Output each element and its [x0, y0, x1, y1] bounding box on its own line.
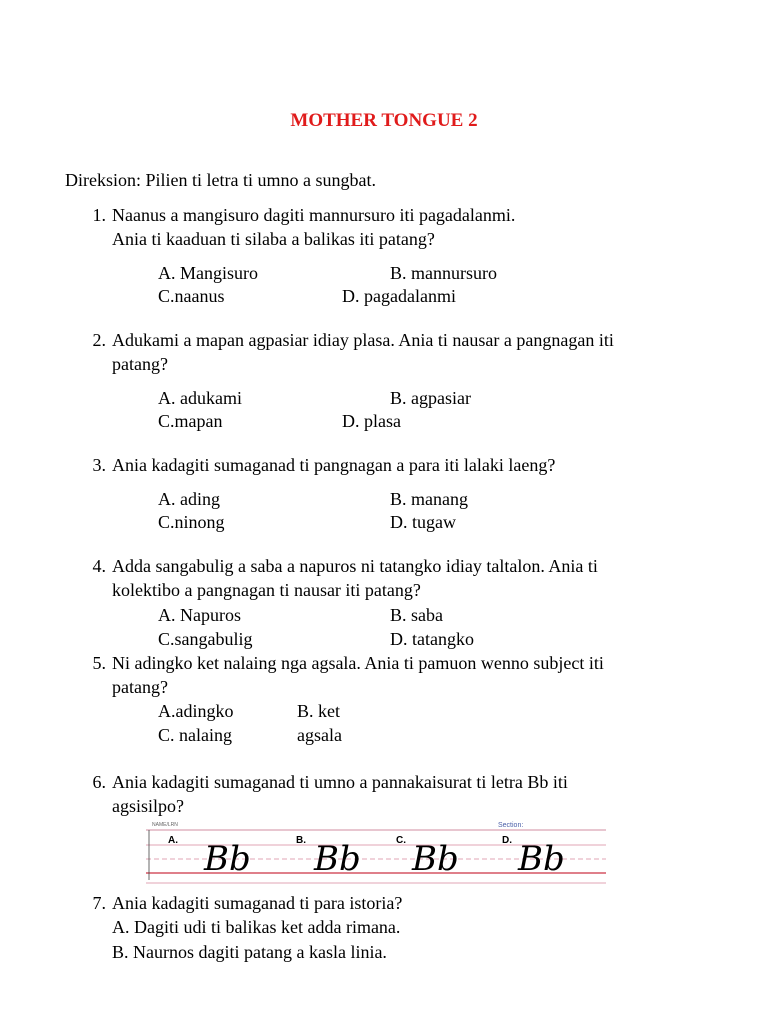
question-number: 1.	[92, 205, 106, 225]
section-label: Section:	[498, 822, 524, 829]
choice-a: A. Napuros	[158, 605, 241, 625]
choice-b: B. agpasiar	[390, 388, 471, 408]
choice-b: B. saba	[390, 605, 443, 625]
choice-d: D. pagadalanmi	[342, 286, 456, 306]
question-text-continued: Ania ti kaaduan ti silaba a balikas iti patang?	[112, 229, 435, 249]
choice-d: agsala	[297, 725, 342, 745]
question-number: 6.	[92, 772, 106, 792]
question-text: Naanus a mangisuro dagiti mannursuro iti pagadalanmi.	[112, 205, 516, 225]
choice-a: A. ading	[158, 489, 220, 509]
question-text-continued: kolektibo a pangnagan ti nausar iti patang?	[112, 580, 421, 600]
question-text-continued: patang?	[112, 354, 168, 374]
question-text: Ni adingko ket nalaing nga agsala. Ania ti pamuon wenno subject iti	[112, 653, 604, 673]
handwriting-choices-image	[146, 818, 606, 884]
svg-text:A.: A.	[168, 835, 178, 846]
choice-b: B. Naurnos dagiti patang a kasla linia.	[112, 942, 387, 962]
choice-b: B. manang	[390, 489, 468, 509]
choice-c: C.ninong	[158, 512, 225, 532]
svg-text:Bb: Bb	[314, 839, 361, 879]
directions: Direksion: Pilien ti letra ti umno a sungbat.	[65, 170, 376, 190]
choice-a: A. Mangisuro	[158, 263, 258, 283]
question-text-continued: patang?	[112, 677, 168, 697]
svg-text:C.: C.	[396, 835, 406, 846]
svg-text:Bb: Bb	[518, 839, 565, 879]
page-title: MOTHER TONGUE 2	[290, 110, 478, 131]
svg-text:Bb: Bb	[204, 839, 251, 879]
question-number: 2.	[92, 330, 106, 350]
choice-c: C.sangabulig	[158, 629, 253, 649]
choice-d: D. tatangko	[390, 629, 474, 649]
choice-d: D. tugaw	[390, 512, 456, 532]
choice-a: A. adukami	[158, 388, 242, 408]
question-number: 4.	[92, 556, 106, 576]
choice-d: D. plasa	[342, 411, 401, 431]
question-text-continued: agsisilpo?	[112, 796, 184, 816]
choice-c: C. nalaing	[158, 725, 232, 745]
svg-text:Bb: Bb	[412, 839, 459, 879]
choice-b: B. ket	[297, 701, 340, 721]
choice-b: B. mannursuro	[390, 263, 497, 283]
question-number: 5.	[92, 653, 106, 673]
choice-a: A. Dagiti udi ti balikas ket adda rimana.	[112, 917, 401, 937]
question-number: 3.	[92, 455, 106, 475]
question-text: Adukami a mapan agpasiar idiay plasa. Ania ti nausar a pangnagan iti	[112, 330, 614, 350]
svg-text:NAME/LRN: NAME/LRN	[152, 822, 178, 828]
svg-text:B.: B.	[296, 835, 306, 846]
question-text: Ania kadagiti sumaganad ti para istoria?	[112, 893, 403, 913]
choice-a: A.adingko	[158, 701, 234, 721]
question-text: Adda sangabulig a saba a napuros ni tatangko idiay taltalon. Ania ti	[112, 556, 598, 576]
question-text: Ania kadagiti sumaganad ti umno a pannakaisurat ti letra Bb iti	[112, 772, 568, 792]
choice-c: C.mapan	[158, 411, 223, 431]
question-number: 7.	[92, 893, 106, 913]
choice-c: C.naanus	[158, 286, 225, 306]
question-text: Ania kadagiti sumaganad ti pangnagan a para iti lalaki laeng?	[112, 455, 556, 475]
svg-text:D.: D.	[502, 835, 512, 846]
